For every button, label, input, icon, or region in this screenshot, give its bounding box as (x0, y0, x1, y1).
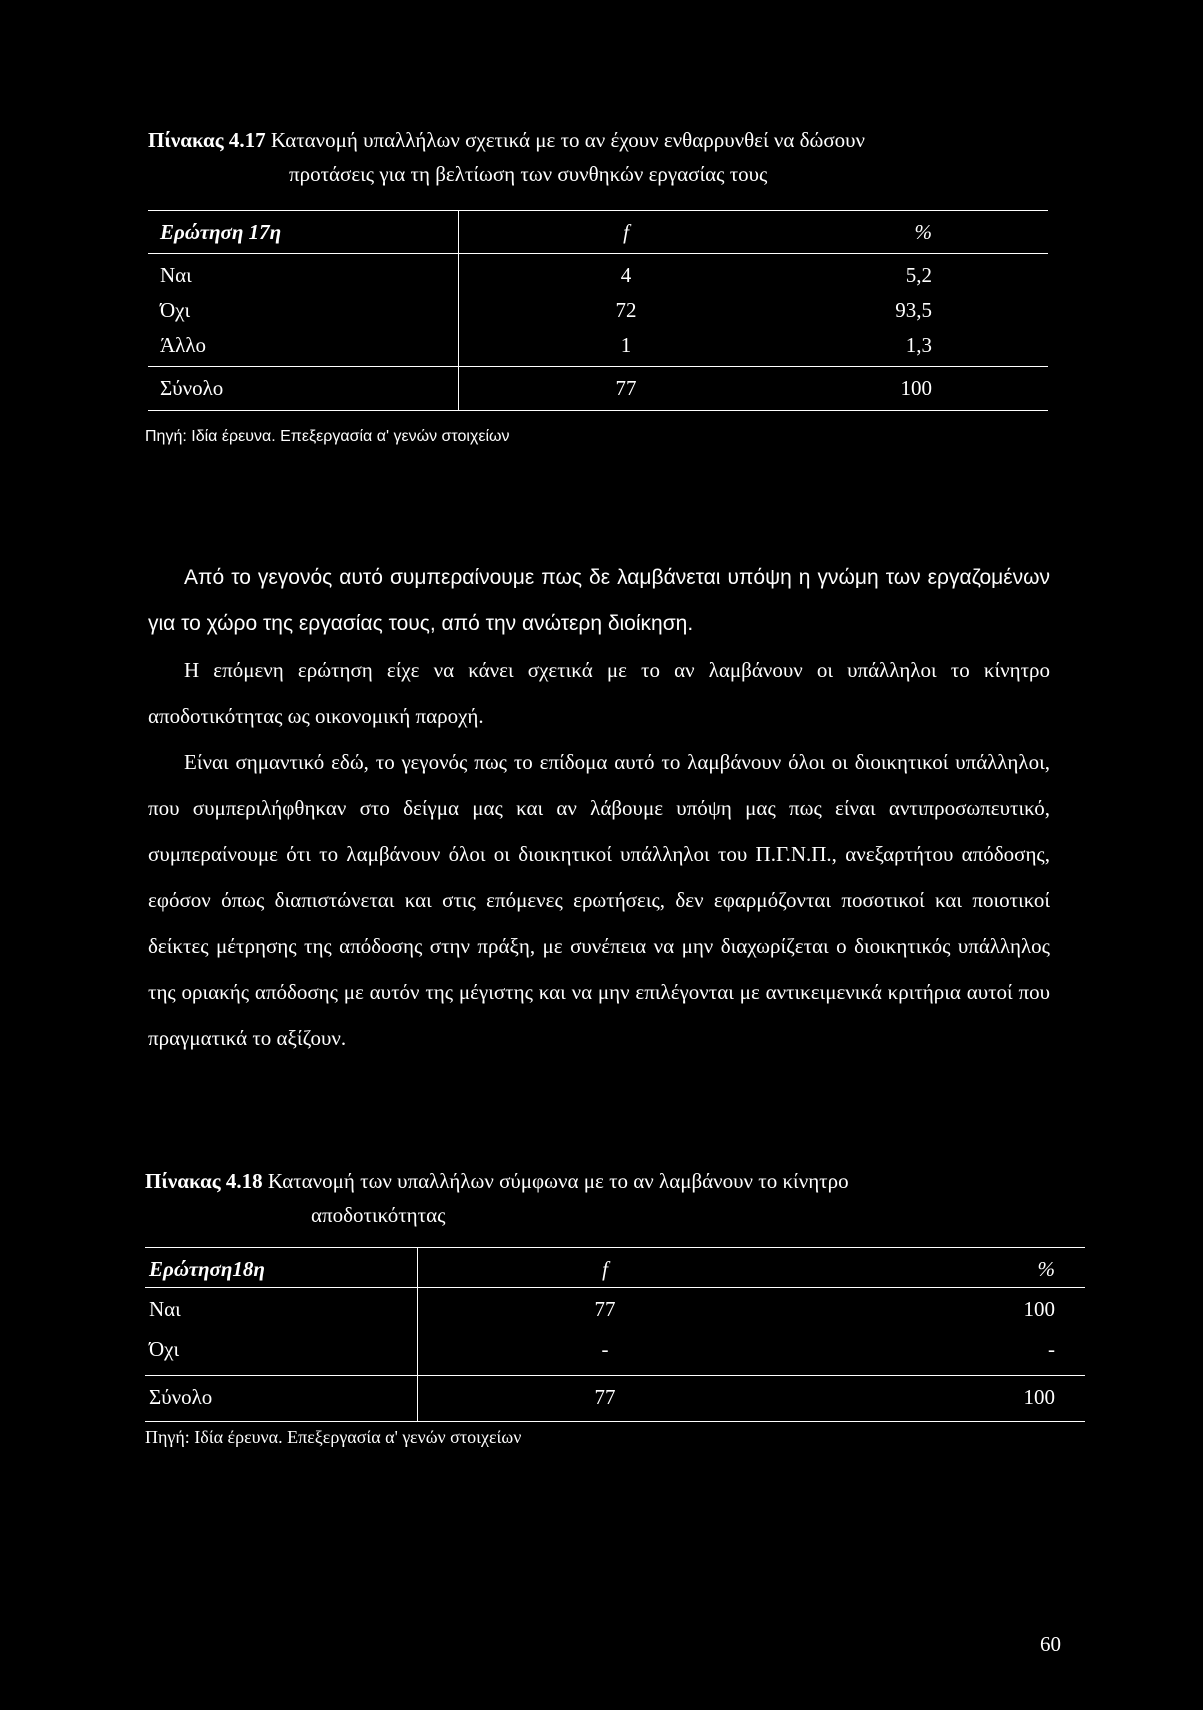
page-number: 60 (1040, 1632, 1061, 1656)
table-row (148, 368, 1048, 408)
table2 (145, 1247, 1085, 1437)
table2-header-pct: % (1037, 1257, 1055, 1281)
table1-header-pct: % (914, 220, 932, 244)
table2-col-divider (417, 1247, 418, 1421)
table1-header-question: Ερώτηση 17η (160, 220, 282, 244)
table2-caption (145, 1164, 1075, 1232)
table2-cell: - (1048, 1337, 1055, 1361)
table2-cell: 100 (1023, 1297, 1055, 1321)
table2-header-row (145, 1249, 1085, 1289)
table2-cell: 77 (594, 1297, 616, 1321)
table1-bottom-rule (148, 410, 1048, 411)
table2-cell: 100 (1023, 1385, 1055, 1409)
table1-cell: Όχι (160, 298, 191, 322)
table-row (148, 325, 1048, 365)
paragraph: Είναι σημαντικό εδώ, το γεγονός πως το επίδομα αυτό το λαμβάνουν όλοι οι διοικητικοί υπάλληλοι, που συμπεριλήφθηκαν στο δείγμα μας και αν λάβουμε υπόψη μας πως είναι αντιπροσωπευτικό, συμπεραίνουμε ότι το λαμβάνουν όλοι οι διοικητικοί υπάλληλοι του Π.Γ.Ν.Π., ανεξαρτήτου απόδοσης, εφόσον όπως διαπιστώνεται και στις επόμενες ερωτήσεις, δεν εφαρμόζονται ποσοτικοί και ποιοτικοί δείκτες μέτρησης της απόδοσης στην πράξη, με συνέπεια να μην διαχωρίζεται ο διοικητικός υπάλληλος της οριακής απόδοσης με αυτόν της μέγιστης και να μην επιλέγονται με αντικειμενικά κριτήρια αυτοί που πραγματικά το αξίζουν. (148, 750, 1050, 1050)
table1-cell: 1 (620, 333, 632, 357)
table2-cell: Όχι (149, 1337, 180, 1361)
table1-cell: Άλλο (160, 333, 207, 357)
table2-cell: Ναι (149, 1297, 181, 1321)
table2-label: Πίνακας 4.18 (145, 1169, 263, 1193)
table1-col-divider (458, 210, 459, 410)
table2-header-rule (145, 1287, 1085, 1288)
table1-header-row (148, 212, 1048, 252)
table1-label: Πίνακας 4.17 (148, 128, 266, 152)
table1-cell: 77 (615, 376, 637, 400)
table1-caption-line1 (148, 123, 1048, 157)
table-row (145, 1329, 1085, 1369)
table1-cell: 93,5 (895, 298, 932, 322)
table1-cell: Ναι (160, 263, 192, 287)
table1-caption-line2: προτάσεις για τη βελτίωση των συνθηκών εργασίας τους (289, 162, 768, 186)
table1-cell: 5,2 (905, 263, 932, 287)
table2-caption-line2: αποδοτικότητας (311, 1203, 446, 1227)
table2-cell: Σύνολο (149, 1385, 213, 1409)
table1-header-rule (148, 253, 1048, 254)
table2-top-rule (145, 1247, 1085, 1248)
table1-cell: 100 (900, 376, 932, 400)
paragraph: Η επόμενη ερώτηση είχε να κάνει σχετικά με το αν λαμβάνουν οι υπάλληλοι το κίνητρο αποδοτικότητας ως οικονομική παροχή. (148, 658, 1050, 728)
table1 (148, 210, 1048, 450)
table1-caption (148, 123, 1048, 191)
paragraph: Από το γεγονός αυτό συμπεραίνουμε πως δε λαμβάνεται υπόψη η γνώμη των εργαζομένων για το χώρο της εργασίας τους, από την ανώτερη διοίκηση. (148, 566, 1050, 635)
table2-header-f: f (602, 1257, 608, 1281)
table1-cell: 1,3 (905, 333, 932, 357)
table1-caption-text: Κατανομή υπαλλήλων σχετικά με το αν έχουν ενθαρρυνθεί να δώσουν (270, 128, 866, 152)
table1-cell: 72 (615, 298, 637, 322)
table2-total-rule (145, 1375, 1085, 1376)
table1-top-rule (148, 210, 1048, 211)
table-row (145, 1289, 1085, 1329)
table2-cell: - (601, 1337, 609, 1361)
table1-source: Πηγή: Ιδία έρευνα. Επεξεργασία α' γενών στοιχείων (145, 428, 510, 445)
table1-total-rule (148, 366, 1048, 367)
table2-bottom-rule (145, 1421, 1085, 1422)
table2-source: Πηγή: Ιδία έρευνα. Επεξεργασία α' γενών στοιχείων (145, 1427, 522, 1447)
table2-caption-text: Κατανομή των υπαλλήλων σύμφωνα με το αν λαμβάνουν το κίνητρο (267, 1169, 849, 1193)
table2-cell: 77 (594, 1385, 616, 1409)
table-row (148, 290, 1048, 330)
table1-cell: Σύνολο (160, 376, 224, 400)
body-text (148, 555, 1050, 1061)
table2-header-question: Ερώτηση18η (149, 1257, 265, 1281)
table1-cell: 4 (620, 263, 632, 287)
table-row (145, 1377, 1085, 1417)
table2-caption-line1 (145, 1164, 1075, 1198)
table-row (148, 255, 1048, 295)
table1-header-f: f (623, 220, 629, 244)
